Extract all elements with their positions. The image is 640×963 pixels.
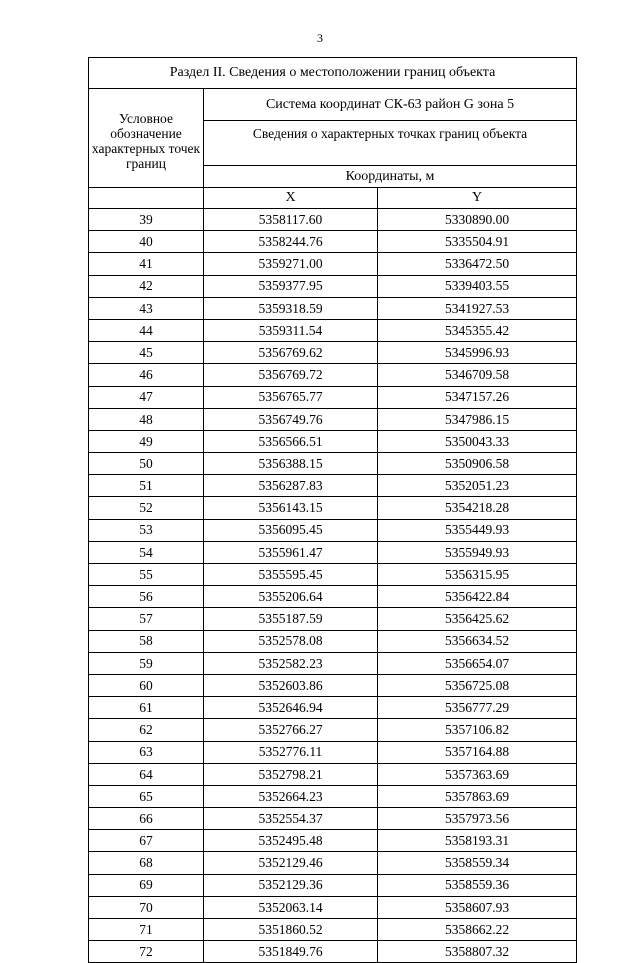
point-number-cell: 48: [89, 408, 204, 430]
point-number-cell: 42: [89, 275, 204, 297]
point-number-cell: 55: [89, 564, 204, 586]
point-number-cell: 53: [89, 519, 204, 541]
y-coordinate-cell: 5358807.32: [378, 941, 577, 963]
point-number-cell: 50: [89, 453, 204, 475]
point-number-cell: 67: [89, 830, 204, 852]
table-row: [89, 785, 577, 807]
y-coordinate-cell: 5330890.00: [378, 209, 577, 231]
point-number-cell: 72: [89, 941, 204, 963]
point-number-cell: 39: [89, 209, 204, 231]
y-coordinate-cell: 5358193.31: [378, 830, 577, 852]
x-coordinate-cell: 5352582.23: [204, 652, 378, 674]
x-coordinate-cell: 5359377.95: [204, 275, 378, 297]
table-row: [89, 430, 577, 452]
x-coordinate-cell: 5356388.15: [204, 453, 378, 475]
x-coordinate-cell: 5352646.94: [204, 697, 378, 719]
y-coordinate-cell: 5350906.58: [378, 453, 577, 475]
table-row: [89, 453, 577, 475]
table-row: [89, 874, 577, 896]
table-row: [89, 808, 577, 830]
table-row: [89, 741, 577, 763]
x-coordinate-cell: 5351849.76: [204, 941, 378, 963]
table-row: [89, 541, 577, 563]
x-coordinate-cell: 5356769.62: [204, 342, 378, 364]
table-row: [89, 231, 577, 253]
y-coordinate-cell: 5339403.55: [378, 275, 577, 297]
table-row: [89, 253, 577, 275]
y-coordinate-cell: 5356422.84: [378, 586, 577, 608]
coordinates-table: [88, 57, 577, 963]
x-coordinate-cell: 5356143.15: [204, 497, 378, 519]
x-coordinate-cell: 5356095.45: [204, 519, 378, 541]
table-row: [89, 408, 577, 430]
x-coordinate-cell: 5352603.86: [204, 674, 378, 696]
point-number-cell: 57: [89, 608, 204, 630]
table-row: [89, 652, 577, 674]
point-number-cell: 68: [89, 852, 204, 874]
x-coordinate-cell: 5356566.51: [204, 430, 378, 452]
table-row: [89, 475, 577, 497]
table-row: [89, 275, 577, 297]
point-number-cell: 47: [89, 386, 204, 408]
x-coordinate-cell: 5359271.00: [204, 253, 378, 275]
y-coordinate-cell: 5336472.50: [378, 253, 577, 275]
point-number-cell: 40: [89, 231, 204, 253]
point-number-cell: 62: [89, 719, 204, 741]
point-number-cell: 43: [89, 297, 204, 319]
x-coordinate-cell: 5356287.83: [204, 475, 378, 497]
x-coordinate-cell: 5356769.72: [204, 364, 378, 386]
y-coordinate-cell: 5354218.28: [378, 497, 577, 519]
section-title: Раздел II. Сведения о местоположении границ объекта: [89, 58, 577, 89]
point-number-cell: 61: [89, 697, 204, 719]
x-coordinate-cell: 5352495.48: [204, 830, 378, 852]
x-coordinate-cell: 5355187.59: [204, 608, 378, 630]
x-coordinate-cell: 5355961.47: [204, 541, 378, 563]
y-coordinate-cell: 5358559.36: [378, 874, 577, 896]
y-coordinate-cell: 5356777.29: [378, 697, 577, 719]
y-coordinate-cell: 5345996.93: [378, 342, 577, 364]
y-coordinate-cell: 5355949.93: [378, 541, 577, 563]
y-coordinate-cell: 5357973.56: [378, 808, 577, 830]
x-coordinate-cell: 5352798.21: [204, 763, 378, 785]
point-number-cell: 59: [89, 652, 204, 674]
y-coordinate-cell: 5356725.08: [378, 674, 577, 696]
coordinate-system-header: Система координат СК-63 район G зона 5: [204, 89, 577, 121]
table-row: [89, 674, 577, 696]
x-coordinate-cell: 5351860.52: [204, 919, 378, 941]
point-number-cell: 66: [89, 808, 204, 830]
x-coordinate-cell: 5352129.46: [204, 852, 378, 874]
point-number-cell: 71: [89, 919, 204, 941]
y-coordinate-cell: 5347986.15: [378, 408, 577, 430]
table-row: [89, 830, 577, 852]
table-body: [89, 209, 577, 963]
y-coordinate-cell: 5346709.58: [378, 364, 577, 386]
point-label-header: Условное обозначение характерных точек границ: [89, 89, 204, 188]
y-coordinate-cell: 5335504.91: [378, 231, 577, 253]
table-row: [89, 719, 577, 741]
point-number-cell: 52: [89, 497, 204, 519]
point-number-cell: 46: [89, 364, 204, 386]
table-row: [89, 630, 577, 652]
empty-header-cell: [89, 188, 204, 209]
point-number-cell: 44: [89, 319, 204, 341]
page-number: 3: [317, 31, 323, 45]
point-number-cell: 49: [89, 430, 204, 452]
y-coordinate-cell: 5355449.93: [378, 519, 577, 541]
point-number-cell: 70: [89, 896, 204, 918]
table-row: [89, 209, 577, 231]
y-coordinate-cell: 5350043.33: [378, 430, 577, 452]
y-coordinate-cell: 5341927.53: [378, 297, 577, 319]
point-number-cell: 63: [89, 741, 204, 763]
y-coordinate-cell: 5356634.52: [378, 630, 577, 652]
point-number-cell: 64: [89, 763, 204, 785]
x-coordinate-cell: 5352664.23: [204, 785, 378, 807]
table-row: [89, 941, 577, 963]
x-coordinate-cell: 5352578.08: [204, 630, 378, 652]
point-number-cell: 41: [89, 253, 204, 275]
y-coordinate-cell: 5357363.69: [378, 763, 577, 785]
point-number-cell: 65: [89, 785, 204, 807]
y-coordinate-cell: 5356315.95: [378, 564, 577, 586]
y-coordinate-cell: 5358607.93: [378, 896, 577, 918]
y-coordinate-cell: 5358662.22: [378, 919, 577, 941]
table-row: [89, 608, 577, 630]
table-row: [89, 342, 577, 364]
table-row: [89, 319, 577, 341]
x-coordinate-cell: 5352776.11: [204, 741, 378, 763]
table-row: [89, 364, 577, 386]
y-coordinate-cell: 5356425.62: [378, 608, 577, 630]
y-coordinate-cell: 5357106.82: [378, 719, 577, 741]
table-row: [89, 896, 577, 918]
y-coordinate-cell: 5358559.34: [378, 852, 577, 874]
table-row: [89, 297, 577, 319]
y-coordinate-cell: 5347157.26: [378, 386, 577, 408]
points-info-header: Сведения о характерных точках границ объекта: [204, 121, 577, 166]
table-row: [89, 497, 577, 519]
x-coordinate-cell: 5356765.77: [204, 386, 378, 408]
table-row: [89, 919, 577, 941]
x-coordinate-cell: 5352554.37: [204, 808, 378, 830]
point-number-cell: 60: [89, 674, 204, 696]
point-number-cell: 69: [89, 874, 204, 896]
y-coordinate-cell: 5356654.07: [378, 652, 577, 674]
table-row: [89, 564, 577, 586]
x-coordinate-cell: 5352129.36: [204, 874, 378, 896]
point-number-cell: 54: [89, 541, 204, 563]
y-coordinate-cell: 5345355.42: [378, 319, 577, 341]
x-coordinate-cell: 5356749.76: [204, 408, 378, 430]
x-coordinate-cell: 5352063.14: [204, 896, 378, 918]
table-row: [89, 763, 577, 785]
x-coordinate-cell: 5352766.27: [204, 719, 378, 741]
y-coordinate-cell: 5357164.88: [378, 741, 577, 763]
x-column-header: X: [204, 188, 378, 209]
table-row: [89, 852, 577, 874]
x-coordinate-cell: 5359318.59: [204, 297, 378, 319]
y-coordinate-cell: 5357863.69: [378, 785, 577, 807]
x-coordinate-cell: 5358117.60: [204, 209, 378, 231]
x-coordinate-cell: 5359311.54: [204, 319, 378, 341]
point-number-cell: 45: [89, 342, 204, 364]
coordinates-header: Координаты, м: [204, 166, 577, 188]
point-number-cell: 58: [89, 630, 204, 652]
table-row: [89, 519, 577, 541]
y-column-header: Y: [378, 188, 577, 209]
x-coordinate-cell: 5358244.76: [204, 231, 378, 253]
point-number-cell: 56: [89, 586, 204, 608]
point-number-cell: 51: [89, 475, 204, 497]
y-coordinate-cell: 5352051.23: [378, 475, 577, 497]
table-row: [89, 697, 577, 719]
table-row: [89, 586, 577, 608]
x-coordinate-cell: 5355595.45: [204, 564, 378, 586]
x-coordinate-cell: 5355206.64: [204, 586, 378, 608]
table-row: [89, 386, 577, 408]
